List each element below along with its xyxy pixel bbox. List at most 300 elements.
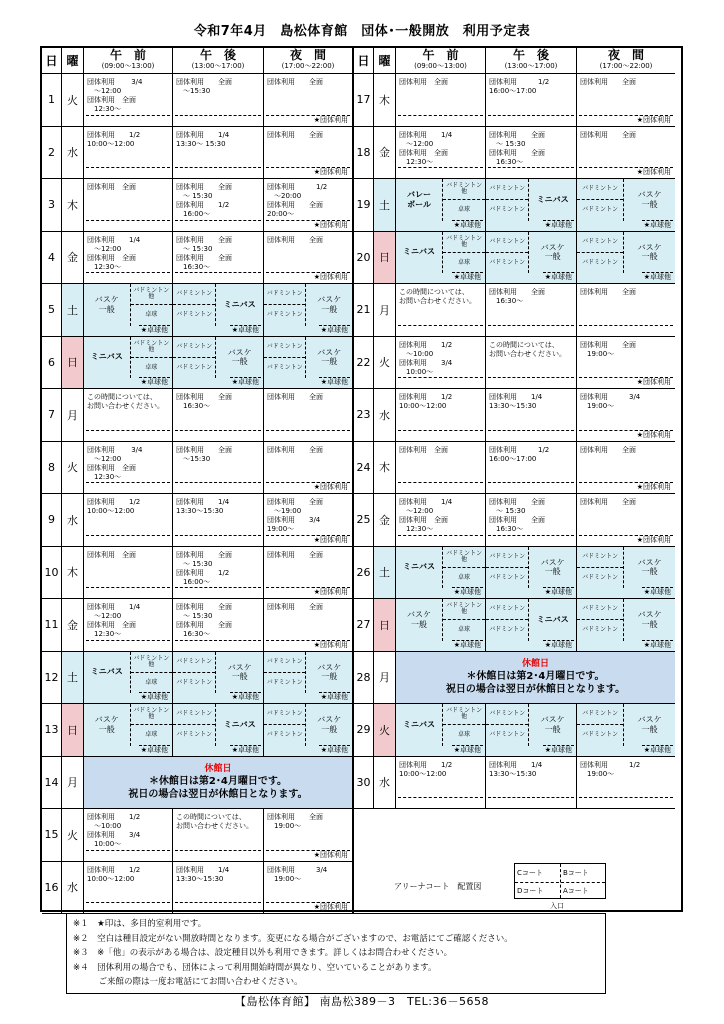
- slot-pm: [173, 809, 264, 862]
- sport-sub-bottom: バドミントン: [173, 304, 215, 325]
- room-badge: ★卓球他: [544, 745, 572, 754]
- court-diagram: [354, 809, 675, 914]
- sport-sub-bottom: 卓球: [131, 672, 172, 693]
- slot-pm: [486, 494, 577, 547]
- slot-text: 団体利用 全面: [87, 183, 136, 191]
- day-number: 3: [42, 179, 62, 232]
- slot-am: [84, 232, 173, 285]
- closed-title: 休館日: [521, 658, 549, 669]
- slot-text: 団体利用 全面: [267, 603, 323, 611]
- slot-text: この時間については、 お問い合わせください。: [87, 393, 164, 411]
- day-of-week: 月: [374, 284, 396, 337]
- sport-sub-top: バドミントン 他: [446, 707, 482, 721]
- sport-split: [130, 337, 172, 379]
- sport-sub-bottom: 卓球: [443, 724, 485, 745]
- day-number: 13: [42, 704, 62, 757]
- header-am: 午 前 (09:00～13:00): [84, 48, 173, 74]
- sport-sub-top: バドミントン: [582, 185, 619, 193]
- slot-pm: [486, 232, 577, 285]
- sport-sub-top: バドミントン: [489, 237, 526, 245]
- room-badge: ★団体利用: [313, 640, 348, 649]
- slot-am: [396, 494, 486, 547]
- slot-am: [396, 757, 486, 810]
- day-of-week: 金: [62, 599, 84, 652]
- room-badge: ★卓球他: [643, 220, 671, 229]
- sport-split: [130, 704, 172, 746]
- sport-main: ミニバス: [90, 667, 123, 677]
- sport-split: [442, 232, 485, 274]
- slot-text: 団体利用 全面 16:30～: [176, 393, 232, 411]
- note-2: ※２ 空白は種目設定がない開放時間となります。変更になる場合がございますので、お電話にてご確認ください。: [73, 933, 513, 944]
- divider: [86, 535, 170, 536]
- sport-sub-top: バドミントン: [176, 290, 213, 298]
- slot-am: [84, 179, 173, 232]
- schedule-table: [40, 46, 683, 912]
- slot-am: [84, 862, 173, 915]
- day-of-week: 日: [62, 704, 84, 757]
- sport-sub-bottom: 卓球: [131, 357, 172, 378]
- court-d: Dコート: [517, 887, 544, 895]
- divider: [488, 115, 574, 116]
- header-pm-2: 午 後 (13:00～17:00): [486, 48, 577, 74]
- sport-main: バスケ 一般: [94, 295, 119, 314]
- sport-split: [486, 232, 529, 274]
- room-badge: ★団体利用: [313, 588, 348, 596]
- day-of-week: 木: [62, 179, 84, 232]
- day-number: 10: [42, 547, 62, 600]
- slot-text: 団体利用 1/2 16:00～17:00: [489, 78, 550, 96]
- sport-main: バスケ 一般: [317, 715, 342, 734]
- slot-text: 団体利用 全面 ～ 15:30 団体利用 全面 16:30～: [176, 235, 232, 271]
- closed-line-2: 祝日の場合は翌日が休館日となります。: [445, 684, 626, 696]
- room-badge: ★卓球他: [231, 693, 259, 701]
- day-number: 25: [354, 494, 374, 547]
- slot-am: [396, 232, 486, 285]
- room-badge: ★卓球他: [453, 220, 481, 229]
- sport-sub-bottom: バドミントン: [577, 252, 623, 273]
- room-badge: ★卓球他: [643, 745, 671, 754]
- slot-am: [84, 284, 173, 337]
- room-badge: ★卓球他: [544, 640, 572, 649]
- sport-main: バスケ 一般: [317, 662, 342, 682]
- slot-ev: [577, 127, 675, 180]
- slot-text: 団体利用 全面: [267, 445, 323, 454]
- room-badge: ★卓球他: [544, 588, 572, 596]
- day-of-week: 火: [374, 704, 396, 757]
- sport-sub-bottom: バドミントン: [577, 619, 623, 640]
- sport-main: ミニバス: [403, 247, 436, 257]
- day-of-week: 月: [62, 757, 84, 810]
- slot-ev: [264, 652, 354, 705]
- sport-split: [442, 179, 485, 221]
- court-divider-h: [515, 882, 605, 883]
- room-badge: ★卓球他: [643, 640, 671, 649]
- room-badge: ★卓球他: [320, 693, 348, 701]
- sport-main: ミニバス: [536, 614, 569, 624]
- divider: [86, 902, 170, 903]
- room-badge: ★卓球他: [453, 588, 481, 596]
- divider: [175, 902, 261, 903]
- closed-notice: [84, 757, 354, 810]
- header-dow: 曜: [62, 48, 84, 74]
- slot-ev: [577, 704, 675, 757]
- slot-pm: [486, 757, 577, 810]
- divider: [86, 640, 170, 641]
- room-badge: ★団体利用: [313, 535, 348, 544]
- sport-allocation: [396, 599, 485, 641]
- slot-ev: [264, 862, 354, 915]
- slot-ev: [577, 74, 675, 127]
- divider: [175, 850, 261, 851]
- slot-text: 団体利用 1/4 13:30～15:30: [176, 865, 230, 883]
- day-of-week: 土: [374, 179, 396, 232]
- closed-line-2: 祝日の場合は翌日が休館日となります。: [128, 789, 308, 801]
- slot-pm: [486, 337, 577, 390]
- sport-main: ミニバス: [403, 719, 436, 729]
- slot-text: 団体利用 1/4 ～12:00 団体利用 全面 12:30～: [87, 235, 141, 271]
- slot-am: [396, 179, 486, 232]
- room-badge: ★団体利用: [313, 220, 348, 229]
- sport-split: [577, 599, 624, 641]
- divider: [266, 430, 350, 431]
- slot-pm: [486, 704, 577, 757]
- slot-pm: [486, 599, 577, 652]
- sport-allocation: [264, 284, 352, 326]
- slot-text: 団体利用 3/4 19:00～: [267, 865, 328, 883]
- slot-ev: [577, 179, 675, 232]
- slot-text: 団体利用 1/2 10:00～12:00: [399, 393, 453, 411]
- room-badge: ★卓球他: [453, 273, 481, 281]
- day-number: 26: [354, 547, 374, 600]
- sport-main: バスケ 一般: [540, 242, 565, 262]
- sport-main: バスケ 一般: [227, 347, 252, 367]
- day-number: 29: [354, 704, 374, 757]
- sport-main: バスケ 一般: [407, 610, 432, 629]
- day-number: 18: [354, 127, 374, 180]
- divider: [175, 167, 261, 168]
- slot-pm: [173, 547, 264, 600]
- slot-pm: [173, 232, 264, 285]
- sport-sub-bottom: バドミントン: [264, 672, 305, 693]
- slot-text: 団体利用 全面: [399, 78, 448, 86]
- day-number: 20: [354, 232, 374, 285]
- divider: [86, 272, 170, 273]
- court-b: Bコート: [563, 869, 589, 877]
- day-of-week: 木: [374, 442, 396, 495]
- divider: [398, 377, 483, 378]
- slot-pm: [486, 442, 577, 495]
- day-number: 24: [354, 442, 374, 495]
- room-badge: ★卓球他: [643, 588, 671, 596]
- room-badge: ★卓球他: [231, 745, 259, 754]
- sport-main: ミニバス: [536, 194, 569, 204]
- sport-main: バスケ 一般: [637, 242, 662, 262]
- slot-am: [396, 547, 486, 600]
- slot-am: [396, 442, 486, 495]
- sport-sub-bottom: バドミントン: [264, 724, 305, 745]
- sport-sub-top: バドミントン: [266, 710, 303, 718]
- slot-text: 団体利用 1/2 10:00～12:00: [87, 865, 141, 883]
- sport-allocation: [486, 599, 576, 641]
- sport-sub-top: バドミントン: [489, 185, 526, 193]
- day-of-week: 金: [374, 127, 396, 180]
- sport-allocation: [486, 704, 576, 746]
- divider: [175, 640, 261, 641]
- sport-split: [173, 337, 216, 379]
- sport-split: [130, 652, 172, 694]
- sport-main: バスケ 一般: [227, 662, 252, 682]
- slot-text: 団体利用 1/4 13:30～15:30: [489, 760, 543, 778]
- slot-text: 団体利用 1/2 16:00～17:00: [489, 445, 550, 463]
- day-of-week: 水: [374, 389, 396, 442]
- slot-am: [84, 599, 173, 652]
- slot-pm: [486, 127, 577, 180]
- divider: [175, 430, 261, 431]
- closed-line-1: ＊休館日は第2･4月曜日です。: [148, 775, 288, 787]
- day-of-week: 日: [374, 599, 396, 652]
- divider: [86, 482, 170, 483]
- day-of-week: 金: [62, 232, 84, 285]
- divider: [579, 325, 673, 326]
- day-of-week: 日: [62, 337, 84, 390]
- slot-ev: [577, 547, 675, 600]
- sport-sub-top: バドミントン: [582, 710, 619, 718]
- court-label: アリーナコート 配置図: [394, 882, 482, 891]
- day-of-week: 土: [374, 547, 396, 600]
- note-4: ※４ 団体利用の場合でも、団体によって利用開始時間が異なり、空いていることがあります。: [73, 962, 437, 973]
- sport-sub-top: バドミントン 他: [133, 707, 170, 721]
- slot-text: 団体利用 全面 19:00～: [267, 813, 323, 831]
- slot-am: [84, 547, 173, 600]
- divider: [86, 430, 170, 431]
- slot-text: 団体利用 3/4 ～12:00 団体利用 全面 12:30～: [87, 78, 143, 114]
- room-badge: ★団体利用: [636, 430, 671, 439]
- sport-allocation: [396, 179, 485, 221]
- sport-main: バスケ 一般: [540, 715, 565, 734]
- sport-sub-bottom: 卓球: [131, 304, 172, 325]
- day-of-week: 月: [62, 389, 84, 442]
- footer-contact: 【島松体育館】 南島松389－3 TEL:36－5658: [235, 995, 489, 1008]
- day-of-week: 木: [374, 74, 396, 127]
- slot-ev: [577, 389, 675, 442]
- sport-sub-bottom: バドミントン: [577, 567, 623, 588]
- slot-text: 団体利用 全面: [267, 393, 323, 401]
- slot-text: 団体利用 全面: [267, 130, 323, 139]
- sport-main: バスケ 一般: [637, 715, 662, 734]
- slot-am: [396, 704, 486, 757]
- slot-ev: [264, 442, 354, 495]
- sport-split: [442, 547, 485, 589]
- header-dow-2: 曜: [374, 48, 396, 74]
- slot-text: 団体利用 3/4 ～12:00 団体利用 全面 12:30～: [87, 445, 143, 481]
- slot-text: 団体利用 1/2 ～10:00 団体利用 3/4 10:00～: [399, 340, 453, 376]
- sport-sub-bottom: 卓球: [443, 199, 485, 220]
- slot-text: 団体利用 全面: [580, 498, 636, 506]
- slot-am: [396, 599, 486, 652]
- sport-split: [486, 179, 529, 221]
- sport-sub-top: バドミントン: [489, 710, 526, 718]
- slot-pm: [173, 442, 264, 495]
- sport-main: バスケ 一般: [540, 557, 565, 577]
- slot-text: 団体利用 1/4 13:30～15:30: [176, 498, 230, 516]
- slot-pm: [173, 127, 264, 180]
- slot-text: 団体利用 全面: [580, 78, 636, 86]
- slot-ev: [577, 442, 675, 495]
- slot-text: 団体利用 全面 ～ 15:30 団体利用 1/2 16:00～: [176, 550, 232, 586]
- divider: [86, 850, 170, 851]
- sport-split: [577, 232, 624, 274]
- divider: [175, 587, 261, 588]
- sport-allocation: [173, 337, 263, 379]
- court-a: Aコート: [563, 887, 589, 895]
- slot-ev: [264, 599, 354, 652]
- sport-allocation: [396, 547, 485, 589]
- slot-text: 団体利用 全面: [87, 550, 136, 559]
- sport-sub-top: バドミントン 他: [133, 287, 170, 301]
- court-map: [514, 863, 606, 899]
- day-of-week: 水: [374, 757, 396, 810]
- court-c: Cコート: [517, 869, 543, 877]
- slot-am: [396, 337, 486, 390]
- sport-sub-bottom: バドミントン: [173, 357, 215, 378]
- sport-sub-bottom: バドミントン: [264, 357, 305, 378]
- day-of-week: 火: [62, 442, 84, 495]
- day-of-week: 水: [62, 127, 84, 180]
- slot-ev: [264, 74, 354, 127]
- room-badge: ★団体利用: [313, 115, 348, 124]
- slot-am: [84, 494, 173, 547]
- sport-allocation: [396, 704, 485, 746]
- day-of-week: 木: [62, 547, 84, 600]
- sport-split: [442, 599, 485, 641]
- sport-allocation: [264, 652, 352, 694]
- day-number: 5: [42, 284, 62, 337]
- divider: [398, 482, 483, 483]
- slot-ev: [264, 179, 354, 232]
- slot-text: 団体利用 全面 ～15:30: [176, 78, 232, 96]
- slot-text: 団体利用 全面 ～ 15:30 団体利用 全面 16:30～: [489, 130, 545, 166]
- room-badge: ★団体利用: [636, 535, 671, 544]
- room-badge: ★卓球他: [140, 745, 168, 754]
- sport-allocation: [84, 704, 172, 746]
- day-number: 22: [354, 337, 374, 390]
- slot-am: [396, 389, 486, 442]
- day-of-week: 水: [62, 862, 84, 915]
- day-number: 8: [42, 442, 62, 495]
- slot-text: 団体利用 全面 ～ 15:30 団体利用 1/2 16:00～: [176, 183, 232, 219]
- divider: [398, 325, 483, 326]
- note-3: ※３ ※「他」の表示がある場合は、設定種目以外も利用できます。詳しくはお問合わせください。: [73, 948, 453, 958]
- sport-sub-top: バドミントン 他: [446, 234, 482, 248]
- sport-allocation: [486, 547, 576, 589]
- day-of-week: 火: [62, 74, 84, 127]
- header-day: 日: [42, 48, 62, 74]
- slot-text: 団体利用 1/2 ～20:00 団体利用 全面 20:00～: [267, 183, 328, 219]
- sport-allocation: [577, 179, 675, 221]
- slot-pm: [173, 704, 264, 757]
- day-number: 27: [354, 599, 374, 652]
- day-number: 30: [354, 757, 374, 810]
- day-of-week: 土: [62, 652, 84, 705]
- sport-sub-top: バドミントン: [176, 657, 213, 665]
- court-divider-v: [560, 864, 561, 898]
- day-number: 17: [354, 74, 374, 127]
- slot-pm: [173, 494, 264, 547]
- day-number: 11: [42, 599, 62, 652]
- sport-sub-bottom: バドミントン: [264, 304, 305, 325]
- room-badge: ★卓球他: [453, 745, 481, 754]
- sport-main: バスケ 一般: [637, 610, 662, 629]
- sport-split: [577, 547, 624, 589]
- sport-main: ミニバス: [223, 299, 256, 309]
- sport-main: バレー ボール: [407, 190, 432, 209]
- slot-ev: [264, 809, 354, 862]
- sport-sub-top: バドミントン: [582, 552, 619, 560]
- slot-pm: [173, 599, 264, 652]
- sport-allocation: [577, 547, 675, 589]
- slot-text: 団体利用 3/4 19:00～: [580, 393, 641, 411]
- slot-pm: [173, 74, 264, 127]
- day-number: 23: [354, 389, 374, 442]
- day-number: 16: [42, 862, 62, 915]
- slot-text: この時間については、 お問い合わせください。: [399, 288, 476, 306]
- sport-split: [173, 284, 216, 326]
- sport-split: [577, 704, 624, 746]
- slot-pm: [486, 74, 577, 127]
- slot-am: [84, 337, 173, 390]
- day-of-week: 火: [62, 809, 84, 862]
- closed-title: 休館日: [204, 763, 232, 774]
- sport-sub-bottom: 卓球: [443, 567, 485, 588]
- room-badge: ★団体利用: [636, 115, 671, 124]
- slot-ev: [577, 337, 675, 390]
- room-badge: ★団体利用: [636, 378, 671, 386]
- sport-split: [264, 337, 306, 379]
- slot-text: 団体利用 1/2 19:00～: [580, 760, 641, 778]
- slot-am: [84, 74, 173, 127]
- divider: [175, 535, 261, 536]
- sport-split: [486, 547, 529, 589]
- slot-pm: [173, 862, 264, 915]
- slot-pm: [486, 547, 577, 600]
- note-1: ※１ ★印は、多目的室利用です。: [73, 919, 207, 929]
- court-entrance: 入口: [550, 902, 564, 910]
- sport-allocation: [173, 284, 263, 326]
- slot-ev: [577, 757, 675, 810]
- sport-split: [486, 704, 529, 746]
- slot-ev: [264, 284, 354, 337]
- sport-main: バスケ 一般: [637, 190, 662, 209]
- day-number: 15: [42, 809, 62, 862]
- sport-allocation: [84, 652, 172, 694]
- sport-sub-top: バドミントン: [489, 552, 526, 560]
- sport-split: [577, 179, 624, 221]
- divider: [175, 272, 261, 273]
- room-badge: ★卓球他: [140, 378, 168, 386]
- divider: [86, 167, 170, 168]
- divider: [86, 220, 170, 221]
- room-badge: ★卓球他: [320, 378, 348, 386]
- sport-main: バスケ 一般: [637, 557, 662, 577]
- slot-text: 団体利用 1/2 10:00～12:00: [87, 130, 141, 148]
- day-number: 9: [42, 494, 62, 547]
- sport-allocation: [264, 337, 352, 379]
- divider: [488, 325, 574, 326]
- slot-ev: [264, 232, 354, 285]
- slot-text: 団体利用 全面 ～ 15:30 団体利用 全面 16:30～: [489, 498, 545, 534]
- sport-sub-bottom: バドミントン: [173, 724, 215, 745]
- divider: [488, 430, 574, 431]
